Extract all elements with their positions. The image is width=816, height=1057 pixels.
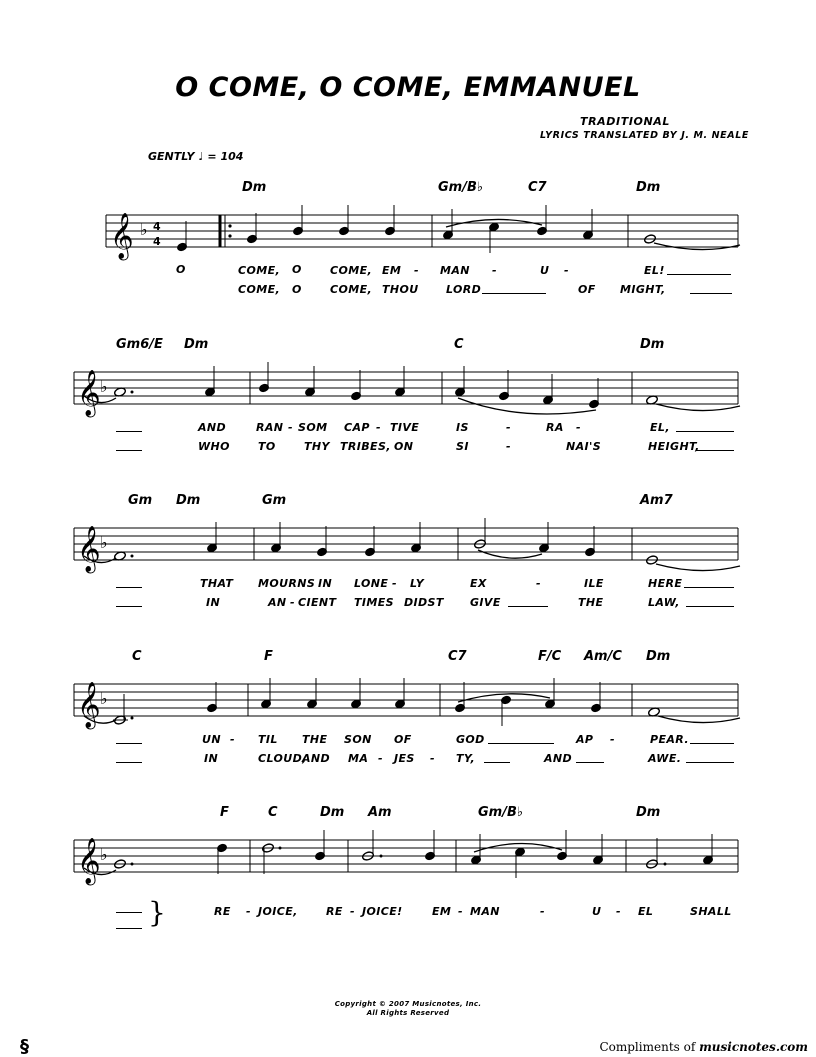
chord-symbol: Dm <box>636 180 661 195</box>
lyric-syllable: ILE <box>584 577 604 590</box>
staff-5 <box>0 830 816 890</box>
melisma-line <box>116 762 142 763</box>
staff-2 <box>0 362 816 422</box>
lyric-syllable: IN <box>204 752 219 765</box>
chord-symbol: Gm <box>128 493 153 508</box>
lyric-syllable: TIMES <box>354 596 394 609</box>
lyric-syllable: OF <box>394 733 412 746</box>
lyric-syllable: - <box>376 421 381 434</box>
lyric-syllable: MA <box>348 752 369 765</box>
lyric-syllable: EM <box>382 264 402 277</box>
verse-brace: } <box>148 896 166 929</box>
chord-symbol: Am <box>368 805 392 820</box>
staff-3 <box>0 518 816 578</box>
melisma-line <box>676 431 734 432</box>
lyric-syllable: COME, <box>330 264 373 277</box>
time-signature-top: 4 <box>153 220 161 233</box>
chord-symbol: Dm <box>242 180 267 195</box>
quarter-note-icon: ♩ <box>198 150 204 163</box>
melisma-line <box>684 587 734 588</box>
chord-symbol: Gm/B♭ <box>478 805 524 820</box>
lyricist-credit: LYRICS TRANSLATED BY J. M. NEALE <box>540 130 749 141</box>
melisma-line <box>667 274 731 275</box>
lyric-syllable: SHALL <box>690 905 732 918</box>
lyric-syllable: THY <box>304 440 330 453</box>
lyric-syllable: U <box>592 905 602 918</box>
lyric-syllable: - <box>610 733 615 746</box>
lyric-syllable: COME, <box>238 283 281 296</box>
lyric-syllable: - <box>290 596 295 609</box>
lyric-syllable: - <box>616 905 621 918</box>
lyric-syllable: TRIBES, <box>340 440 391 453</box>
lyric-syllable: O <box>176 263 186 276</box>
flat-icon: ♭ <box>100 845 108 864</box>
melisma-line <box>116 450 142 451</box>
chord-symbol: Dm <box>640 337 665 352</box>
lyric-syllable: AWE. <box>648 752 682 765</box>
lyric-syllable: THE <box>302 733 328 746</box>
lyric-syllable: THAT <box>200 577 234 590</box>
chord-symbol: C7 <box>528 180 547 195</box>
lyric-syllable: JOICE, <box>258 905 298 918</box>
chord-symbol: C <box>454 337 464 352</box>
lyric-syllable: JOICE! <box>362 905 403 918</box>
lyric-syllable: - <box>288 421 293 434</box>
lyric-syllable: AND <box>544 752 573 765</box>
lyric-syllable: SOM <box>298 421 328 434</box>
lyric-syllable: - <box>506 421 511 434</box>
lyric-syllable: HEIGHT, <box>648 440 700 453</box>
lyric-syllable: JES <box>394 752 415 765</box>
lyric-syllable: - <box>246 905 251 918</box>
lyric-syllable: - <box>492 264 497 277</box>
lyric-syllable: - <box>540 905 545 918</box>
lyric-syllable: RA <box>546 421 564 434</box>
lyric-syllable: CAP <box>344 421 370 434</box>
flat-icon: ♭ <box>100 689 108 708</box>
lyric-syllable: IN <box>318 577 333 590</box>
lyric-syllable: MAN <box>470 905 500 918</box>
lyric-syllable: O <box>292 283 302 296</box>
tempo-value: = 104 <box>207 150 244 163</box>
melisma-line <box>696 450 734 451</box>
lyric-syllable: LONE <box>354 577 389 590</box>
lyric-syllable: - <box>230 733 235 746</box>
melisma-line <box>116 912 142 913</box>
lyric-syllable: - <box>458 905 463 918</box>
compliments-link[interactable]: musicnotes.com <box>699 1040 808 1054</box>
lyric-syllable: TY, <box>456 752 476 765</box>
lyric-syllable: - <box>536 577 541 590</box>
melisma-line <box>116 606 142 607</box>
compliments-label: Compliments of <box>599 1040 696 1054</box>
musicnotes-logo-icon: § <box>20 1036 29 1057</box>
chord-symbol: C <box>132 649 142 664</box>
melisma-line <box>482 293 546 294</box>
lyric-syllable: - <box>392 577 397 590</box>
melisma-line <box>508 606 548 607</box>
lyric-syllable: IS <box>456 421 469 434</box>
lyric-syllable: THOU <box>382 283 419 296</box>
lyric-syllable: WHO <box>198 440 230 453</box>
melisma-line <box>116 431 142 432</box>
lyric-syllable: UN <box>202 733 221 746</box>
copyright-notice <box>0 1000 816 1018</box>
chord-symbol: Dm <box>646 649 671 664</box>
lyric-syllable: - <box>564 264 569 277</box>
lyric-syllable: MAN <box>440 264 470 277</box>
melisma-line <box>576 762 604 763</box>
treble-clef-icon: 𝄞 <box>77 838 101 884</box>
lyric-syllable: ON <box>394 440 414 453</box>
chord-symbol: Dm <box>176 493 201 508</box>
lyric-syllable: AND <box>302 752 331 765</box>
copyright-line: Copyright © 2007 Musicnotes, Inc. <box>334 1000 482 1008</box>
staff-1 <box>0 205 816 265</box>
flat-icon: ♭ <box>140 220 148 239</box>
lyric-syllable: - <box>576 421 581 434</box>
chord-symbol: Gm/B♭ <box>438 180 484 195</box>
lyric-syllable: HERE <box>648 577 683 590</box>
lyric-syllable: EL, <box>650 421 670 434</box>
chord-symbol: F/C <box>538 649 562 664</box>
flat-icon: ♭ <box>100 377 108 396</box>
melisma-line <box>686 762 734 763</box>
rights-line: All Rights Reserved <box>366 1009 450 1017</box>
lyric-syllable: GIVE <box>470 596 501 609</box>
lyric-syllable: SON <box>344 733 372 746</box>
lyric-syllable: PEAR. <box>650 733 689 746</box>
lyric-syllable: SI <box>456 440 469 453</box>
lyric-syllable: LAW, <box>648 596 680 609</box>
treble-clef-icon: 𝄞 <box>110 213 134 259</box>
chord-symbol: Am/C <box>584 649 622 664</box>
lyric-syllable: NAI'S <box>566 440 602 453</box>
lyric-syllable: AP <box>576 733 594 746</box>
lyric-syllable: RE <box>214 905 231 918</box>
melisma-line <box>484 762 510 763</box>
lyric-syllable: - <box>414 264 419 277</box>
lyric-syllable: - <box>506 440 511 453</box>
lyric-syllable: GOD <box>456 733 485 746</box>
lyric-syllable: COME, <box>238 264 281 277</box>
lyric-syllable: COME, <box>330 283 373 296</box>
chord-symbol: Dm <box>636 805 661 820</box>
melisma-line <box>116 743 142 744</box>
melisma-line <box>686 606 734 607</box>
tempo-word: GENTLY <box>148 150 195 163</box>
chord-symbol: Am7 <box>640 493 673 508</box>
lyric-syllable: MIGHT, <box>620 283 666 296</box>
song-title: O COME, O COME, EMMANUEL <box>175 72 641 103</box>
lyric-syllable: EX <box>470 577 487 590</box>
lyric-syllable: O <box>292 263 302 276</box>
melisma-line <box>690 293 732 294</box>
lyric-syllable: - <box>430 752 435 765</box>
lyric-syllable: TO <box>258 440 276 453</box>
lyric-syllable: OF <box>578 283 596 296</box>
melisma-line <box>690 743 734 744</box>
chord-symbol: Gm <box>262 493 287 508</box>
flat-icon: ♭ <box>100 533 108 552</box>
tempo-marking <box>148 150 243 163</box>
treble-clef-icon: 𝄞 <box>77 526 101 572</box>
lyric-syllable: CLOUD, <box>258 752 307 765</box>
melisma-line <box>488 743 554 744</box>
staff-4 <box>0 674 816 734</box>
time-signature-bottom: 4 <box>153 235 161 248</box>
chord-symbol: C <box>268 805 278 820</box>
treble-clef-icon: 𝄞 <box>77 370 101 416</box>
lyric-syllable: EL! <box>644 264 665 277</box>
chord-symbol: F <box>220 805 229 820</box>
lyric-syllable: LY <box>410 577 425 590</box>
lyric-syllable: MOURNS <box>258 577 316 590</box>
chord-symbol: Gm6/E <box>116 337 163 352</box>
composer-credit: TRADITIONAL <box>580 115 670 128</box>
chord-symbol: C7 <box>448 649 467 664</box>
lyric-syllable: AN <box>268 596 287 609</box>
lyric-syllable: - <box>378 752 383 765</box>
treble-clef-icon: 𝄞 <box>77 682 101 728</box>
lyric-syllable: LORD <box>446 283 482 296</box>
lyric-syllable: AND <box>198 421 227 434</box>
lyric-syllable: TIL <box>258 733 278 746</box>
lyric-syllable: U <box>540 264 550 277</box>
lyric-syllable: TIVE <box>390 421 420 434</box>
lyric-syllable: - <box>350 905 355 918</box>
lyric-syllable: THE <box>578 596 604 609</box>
lyric-syllable: RAN <box>256 421 284 434</box>
lyric-syllable: EM <box>432 905 452 918</box>
lyric-syllable: EL <box>638 905 654 918</box>
lyric-syllable: IN <box>206 596 221 609</box>
melisma-line <box>116 928 142 929</box>
lyric-syllable: RE <box>326 905 343 918</box>
compliments-footer <box>599 1040 808 1054</box>
chord-symbol: F <box>264 649 273 664</box>
lyric-syllable: DIDST <box>404 596 444 609</box>
chord-symbol: Dm <box>320 805 345 820</box>
lyric-syllable: CIENT <box>298 596 337 609</box>
melisma-line <box>116 587 142 588</box>
chord-symbol: Dm <box>184 337 209 352</box>
